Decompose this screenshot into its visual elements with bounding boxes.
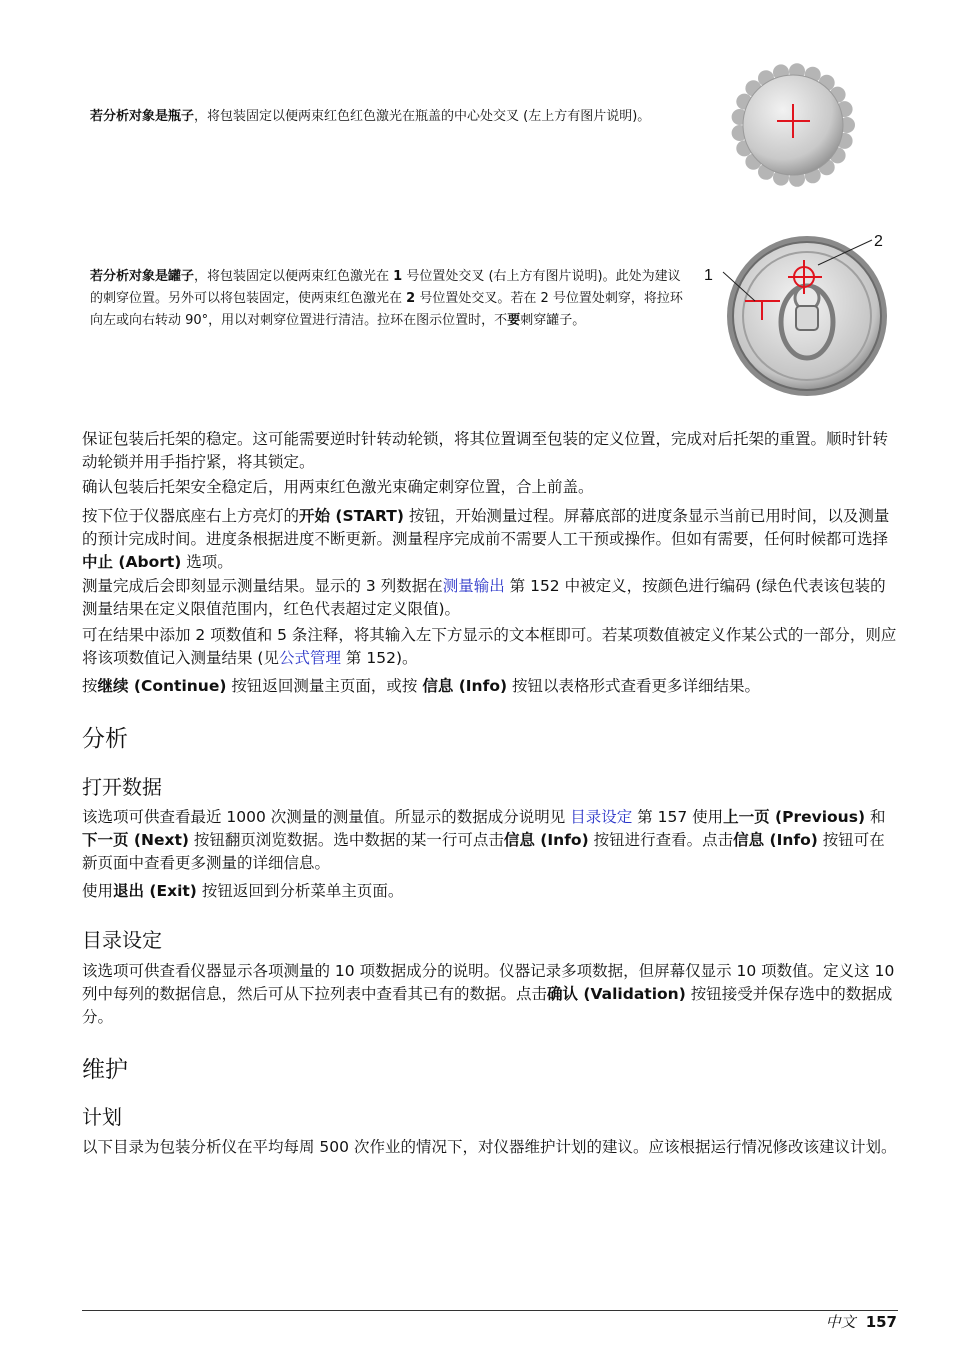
heading-maintenance: 维护 [82, 1057, 128, 1083]
paragraph-notes: 可在结果中添加 2 项数值和 5 条注释，将其输入左下方显示的文本框即可。若某项数值被定义作某公式的一部分，则应将该项数值记入测量结果 (见公式管理 第 152)。 [82, 626, 897, 667]
heading-analysis: 分析 [82, 726, 128, 752]
bottle-label: 若分析对象是瓶子 [90, 109, 195, 124]
can-emphasis: 要 [507, 313, 521, 328]
heading-plan: 计划 [82, 1105, 122, 1129]
formula-management-link[interactable]: 公式管理 [278, 649, 341, 667]
paragraph-start: 按下位于仪器底座右上方亮灯的开始 (START) 按钮，开始测量过程。屏幕底部的进度条显示当前已用时间，以及测量的预计完成时间。进度条根据进度不断更新。测量程序完成前不需要人工干预或操作。但如有需要，任何时候都可选择中止 (Abort) 选项。 [82, 507, 890, 571]
heading-open-data: 打开数据 [82, 775, 162, 799]
page-footer [826, 1311, 897, 1332]
can-text-3: 号位置处交叉。若在 2 号位置处刺穿，将拉环向左或向右转动 90°，用以对刺穿位置进行清洁。拉环在图示位置时，不 [90, 291, 683, 328]
paragraph-exit: 使用退出 (Exit) 按钮返回到分析菜单主页面。 [82, 882, 404, 900]
paragraph-catalog: 该选项可供查看仪器显示各项测量的 10 项数据成分的说明。仪器记录多项数据，但屏幕仅显示 10 项数值。定义这 10 列中每列的数据信息，然后可从下拉列表中查看其已有的数据。点击确认 (Validation) 按钮接受并保存选中的数据成分。 [82, 962, 895, 1026]
position-2: 2 [406, 291, 416, 306]
paragraph-continue: 按继续 (Continue) 按钮返回测量主页面，或按 信息 (Info) 按钮以表格形式查看更多详细结果。 [82, 677, 761, 695]
catalog-settings-link[interactable]: 目录设定 [570, 808, 633, 826]
start-button-ref: 开始 (START) [299, 507, 404, 525]
heading-catalog-settings: 目录设定 [82, 928, 162, 952]
can-text-2: 号位置处交叉 (右上方有图片说明)。此处为建议的刺穿位置。另外可以将包装固定，使两束红色激光在 [90, 269, 681, 306]
bottle-text: ，将包装固定以便两束红色红色激光在瓶盖的中心处交叉 (左上方有图片说明)。 [194, 109, 651, 124]
footer-language: 中文 [825, 1313, 856, 1331]
paragraph-results: 测量完成后会即刻显示测量结果。显示的 3 列数据在测量输出 第 152 中被定义，按颜色进行编码 (绿色代表该包装的测量结果在定义限值范围内，红色代表超过定义限值)。 [82, 577, 886, 618]
can-text-1: ，将包装固定以便两束红色激光在 [194, 269, 394, 284]
bottle-cap-image [730, 62, 856, 188]
exit-button-ref: 退出 (Exit) [113, 882, 197, 900]
info-button-ref-2: 信息 (Info) [503, 831, 589, 849]
can-label: 若分析对象是罐子 [90, 269, 195, 284]
paragraph-open-data: 该选项可供查看最近 1000 次测量的测量值。所显示的数据成分说明见 目录设定 第 157 使用上一页 (Previous) 和下一页 (Next) 按钮翻页浏览数据。选中数据的某一行可点击信息 (Info) 按钮进行查看。点击信息 (Info) 按钮可在新页面中查看更多测量的详细信息。 [82, 808, 886, 872]
can-instruction [90, 266, 692, 332]
paragraph-plan: 以下目录为包装分析仪在平均每周 500 次作业的情况下，对仪器维护计划的建议。应该根据运行情况修改该建议计划。 [82, 1138, 897, 1156]
paragraph-stabilize: 保证包装后托架的稳定。这可能需要逆时针转动轮锁，将其位置调至包装的定义位置，完成对后托架的重置。顺时针转动轮锁并用手指拧紧，将其锁定。 [82, 430, 889, 471]
continue-button-ref: 继续 (Continue) [97, 677, 227, 695]
info-button-ref-3: 信息 (Info) [733, 831, 818, 849]
next-button-ref: 下一页 (Next) [82, 831, 189, 849]
measure-output-link[interactable]: 测量输出 [442, 577, 505, 595]
bottle-instruction [90, 106, 700, 128]
previous-button-ref: 上一页 (Previous) [723, 808, 866, 826]
paragraph-confirm: 确认包装后托架安全稳定后，用两束红色激光束确定刺穿位置，合上前盖。 [82, 478, 594, 496]
callout-1: 1 [704, 267, 713, 284]
footer-rule [82, 1310, 898, 1311]
position-1: 1 [393, 269, 403, 284]
can-top-image [700, 222, 890, 412]
info-button-ref: 信息 (Info) [422, 677, 508, 695]
page-number: 157 [865, 1313, 897, 1331]
abort-option-ref: 中止 (Abort) [82, 553, 182, 571]
validation-button-ref: 确认 (Validation) [547, 985, 686, 1003]
callout-2: 2 [874, 233, 883, 250]
can-text-4: 刺穿罐子。 [520, 313, 586, 328]
